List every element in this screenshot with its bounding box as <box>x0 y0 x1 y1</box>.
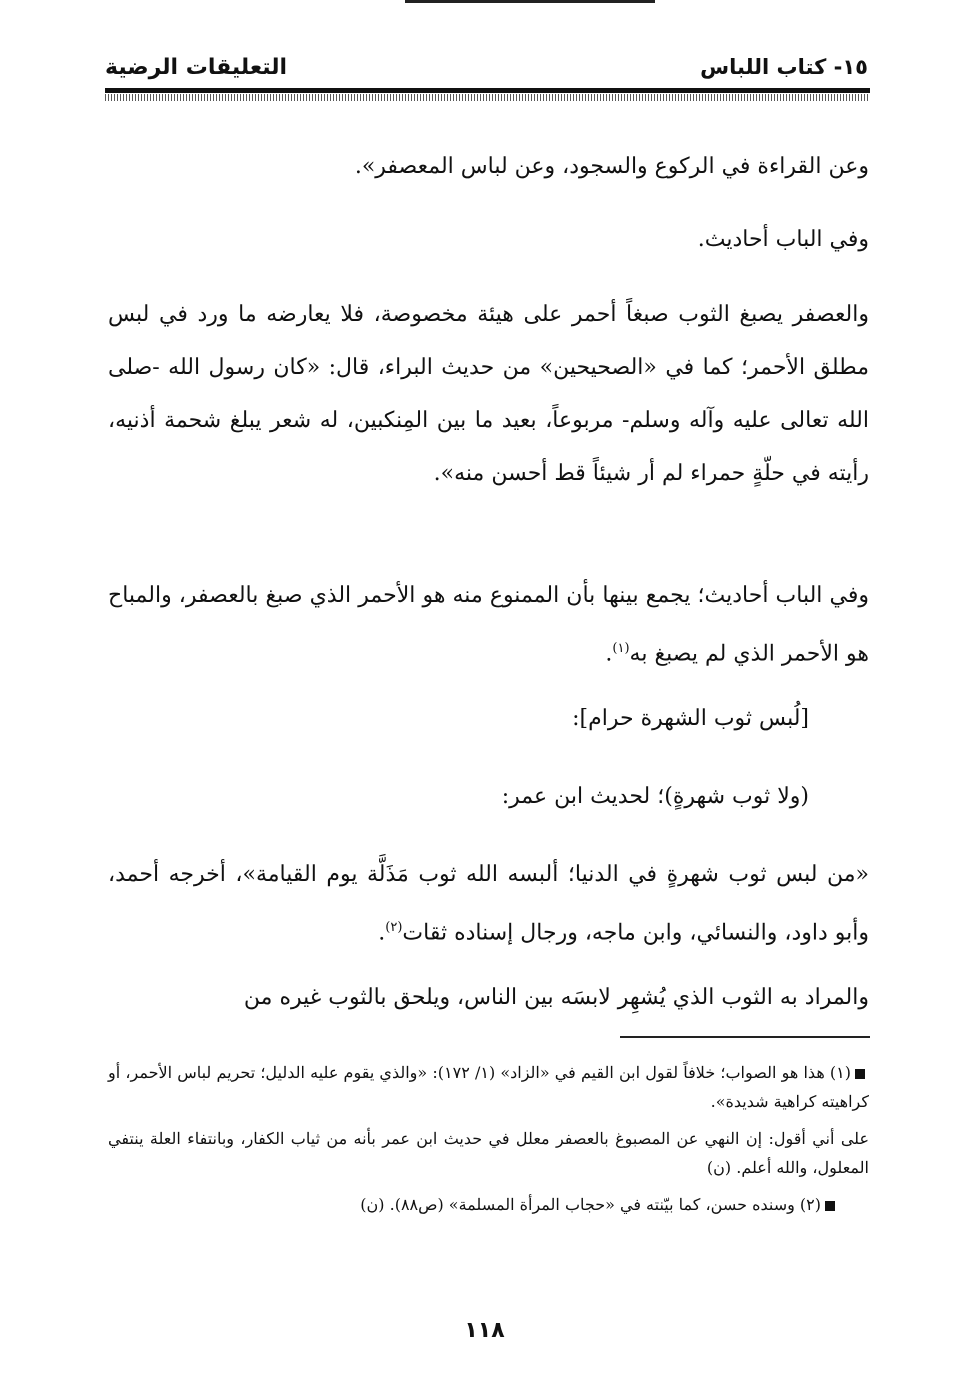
paragraph-1: وعن القراءة في الركوع والسجود، وعن لباس المعصفر». <box>354 154 869 179</box>
top-edge-mark <box>405 0 655 3</box>
paragraph-6-text: «من لبس ثوب شهرةٍ في الدنيا؛ ألبسه الله ثوب مَذَلَّة يوم القيامة»، أخرجه أحمد، وأبو داود، والنسائي، وابن ماجه، ورجال إسناده ثقات <box>108 862 869 946</box>
footnote-1-continuation: على أني أقول: إن النهي عن المصبوغ بالعصفر معلل في حديث ابن عمر بأنه من ثياب الكفار، وبانتفاء العلة ينتفي المعلول، والله أعلم. (ن) <box>108 1129 869 1177</box>
footnotes <box>108 1058 869 1227</box>
header-rule <box>105 88 870 93</box>
book-title: التعليقات الرضية <box>105 55 288 80</box>
paragraph-2: وفي الباب أحاديث. <box>697 227 869 252</box>
header-hatched-rule <box>105 94 870 101</box>
paragraph-6: «من لبس ثوب شهرةٍ في الدنيا؛ ألبسه الله ثوب مَذَلَّة يوم القيامة»، أخرجه أحمد، وأبو داود، والنسائي، وابن ماجه، ورجال إسناده ثقات$^{(٢)}$. <box>108 862 869 946</box>
square-bullet-icon <box>855 1069 865 1079</box>
chapter-title: ١٥- كتاب اللباس <box>700 55 868 79</box>
footnote-ref-1: (١) <box>612 641 630 656</box>
footnote-1 <box>108 1058 869 1116</box>
paragraph-7: والمراد به الثوب الذي يُشهِر لابسَه بين الناس، ويلحق بالثوب غيره من <box>243 985 869 1010</box>
footnote-2-text: (٢) وسنده حسن، كما بيّنته في «حجاب المرأة المسلمة» (ص٨٨). (ن) <box>360 1195 821 1214</box>
page-number: ١١٨ <box>464 1318 505 1343</box>
paragraph-4-text: وفي الباب أحاديث؛ يجمع بينها بأن الممنوع منه هو الأحمر الذي صبغ بالعصفر، والمباح هو الأحمر الذي لم يصبغ به <box>108 583 869 667</box>
footnote-separator <box>620 1036 870 1038</box>
paragraph-5: (ولا ثوب شهرةٍ)؛ لحديث ابن عمر: <box>501 784 809 809</box>
footnote-2 <box>108 1190 869 1219</box>
section-heading: [لُبس ثوب الشهرة حرام]: <box>572 706 809 731</box>
square-bullet-icon <box>825 1201 835 1211</box>
footnote-1-text: (١) هذا هو الصواب؛ خلافاً لقول ابن القيم في «الزاد» (١/ ١٧٢): «والذي يقوم عليه الدليل؛ تحريم لباس الأحمر، أو كراهيته كراهية شديدة». <box>108 1063 869 1111</box>
running-header <box>105 55 868 87</box>
paragraph-3: والعصفر يصبغ الثوب صبغاً أحمر على هيئة مخصوصة، فلا يعارضه ما ورد في لبس مطلق الأحمر؛ كما في «الصحيحين» من حديث البراء، قال: «كان رسول الله -صلى الله تعالى عليه وآله وسلم- مربوعاً، بعيد ما بين المِنكبين، له شعر يبلغ شحمة أذنيه، رأيته في حلّةٍ حمراء لم أر شيئاً قط أحسن منه». <box>108 302 869 486</box>
footnote-ref-2: (٢) <box>385 920 403 935</box>
paragraph-4: وفي الباب أحاديث؛ يجمع بينها بأن الممنوع منه هو الأحمر الذي صبغ بالعصفر، والمباح هو الأحمر الذي لم يصبغ به$^{(١)}$. <box>108 583 869 667</box>
